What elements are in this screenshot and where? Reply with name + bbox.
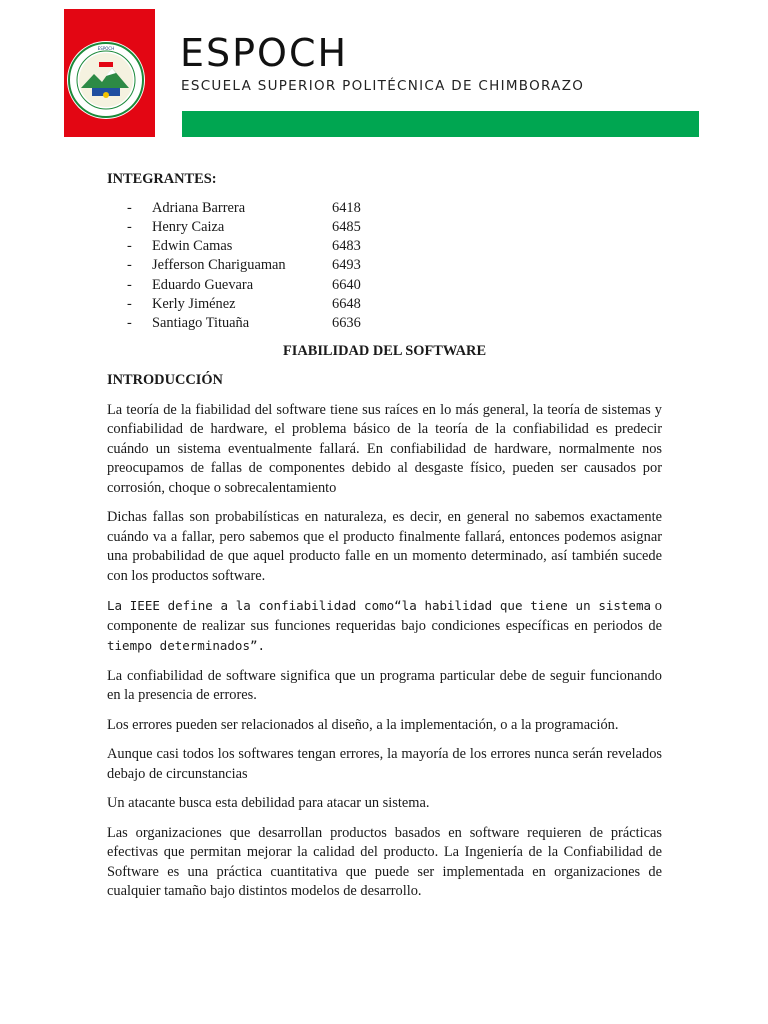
section-heading-introduccion: INTRODUCCIÓN (107, 372, 223, 389)
paragraph-3-mono-end: tiempo determinados”. (107, 638, 266, 654)
green-header-bar (182, 111, 699, 137)
document-header (0, 0, 768, 150)
member-code: 6636 (332, 315, 361, 332)
paragraph-1: La teoría de la fiabilidad del software tiene sus raíces en lo más general, la teoría de sistemas y confiabilidad de hardware, el problema básico de la teoría de la confiabilidad es predecir cuándo un sistema eventualmente fallará. En confiabilidad de hardware, normalmente nos preocupamos de fallas de componentes debido al desgaste físico, pueden ser causados por corrosión, choque o sobrecalentamiento (107, 401, 662, 496)
university-seal-logo (66, 40, 146, 120)
members-list (107, 199, 662, 334)
member-code: 6648 (332, 295, 361, 312)
paragraph-4: La confiabilidad de software significa que un programa particular debe de seguir funcionando en la presencia de errores. (107, 667, 662, 704)
member-code: 6485 (332, 218, 361, 235)
paragraph-5: Los errores pueden ser relacionados al diseño, a la implementación, o a la programación. (107, 716, 619, 733)
member-row: - Kerly Jiménez 6648 (107, 295, 662, 314)
member-name: Jefferson Chariguaman (152, 257, 286, 274)
member-name: Edwin Camas (152, 238, 233, 255)
members-title: INTEGRANTES: (107, 171, 217, 187)
member-row: - Henry Caiza 6485 (107, 218, 662, 237)
member-row: - Jefferson Chariguaman 6493 (107, 256, 662, 275)
paragraph-2: Dichas fallas son probabilísticas en naturaleza, es decir, en general no sabemos exactamente cuándo va a fallar, pero sabemos que el producto finalmente fallará, entonces podemos asignar una probabilidad de que aquel producto falle en un momento determinado, así también sucede con los productos software. (107, 509, 662, 584)
svg-text:ESPOCH: ESPOCH (97, 46, 115, 51)
member-code: 6418 (332, 199, 361, 216)
paragraph-3 (107, 596, 662, 657)
member-row: - Eduardo Guevara 6640 (107, 276, 662, 295)
paragraph-3-body: o componente de realizar sus funciones requeridas bajo condiciones específicas en periodos de (107, 598, 662, 634)
org-subtitle: ESCUELA SUPERIOR POLITÉCNICA DE CHIMBORAZO (181, 78, 585, 94)
member-code: 6483 (332, 238, 361, 255)
paragraph-6: Aunque casi todos los softwares tengan errores, la mayoría de los errores nunca serán revelados debajo de circunstancias (107, 746, 662, 782)
paragraph-3-mono-start: La IEEE define a la confiabilidad como“la habilidad que tiene un sistema (107, 598, 651, 614)
document-body (107, 170, 662, 912)
member-code: 6493 (332, 257, 361, 274)
member-name: Henry Caiza (152, 218, 225, 235)
member-name: Kerly Jiménez (152, 295, 236, 312)
member-row: - Edwin Camas 6483 (107, 237, 662, 256)
paragraph-7: Un atacante busca esta debilidad para atacar un sistema. (107, 795, 430, 812)
member-name: Adriana Barrera (152, 199, 246, 216)
member-name: Santiago Tituaña (152, 315, 250, 332)
paragraph-8: Las organizaciones que desarrollan productos basados en software requieren de prácticas efectivas que permitan mejorar la calidad del producto. La Ingeniería de la Confiabilidad de Software es una práctica cuantitativa que puede ser implementada en organizaciones de cualquier tamaño bajo distintos modelos de desarrollo. (107, 824, 662, 900)
member-code: 6640 (332, 276, 361, 293)
member-row: - Adriana Barrera 6418 (107, 199, 662, 218)
org-name: ESPOCH (180, 31, 349, 75)
member-row: - Santiago Tituaña 6636 (107, 314, 662, 333)
member-name: Eduardo Guevara (152, 276, 254, 293)
document-title: FIABILIDAD DEL SOFTWARE (282, 342, 487, 359)
